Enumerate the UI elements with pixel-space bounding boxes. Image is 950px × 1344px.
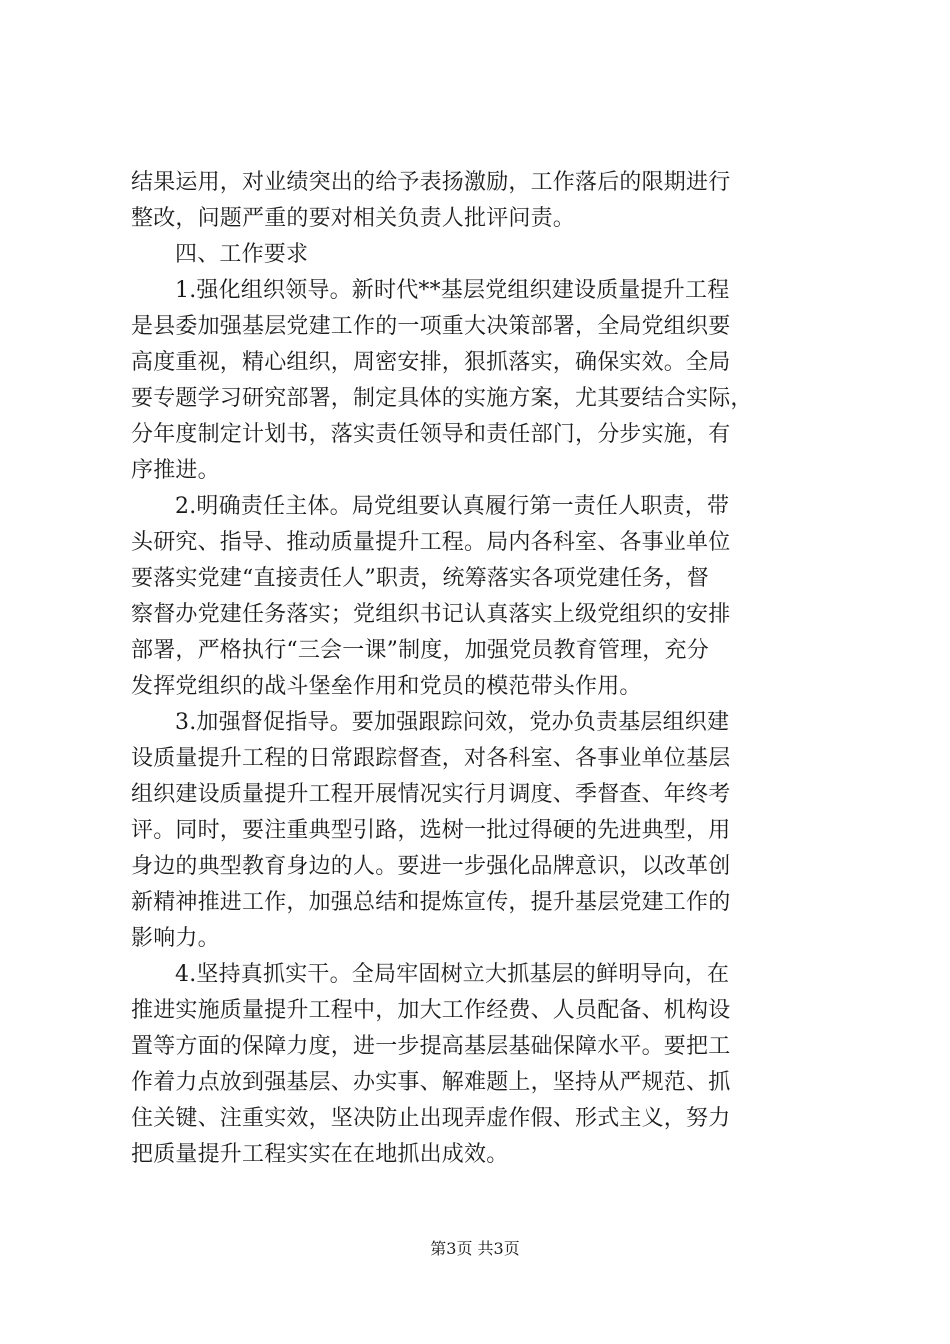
text-line: 1.强化组织领导。新时代**基层党组织建设质量提升工程 <box>175 278 730 303</box>
text-line: 新精神推进工作，加强总结和提炼宣传，提升基层党建工作的 <box>131 890 731 915</box>
page-footer <box>0 1238 950 1260</box>
text-line: 推进实施质量提升工程中，加大工作经费、人员配备、机构设 <box>131 998 731 1023</box>
text-line: 高度重视，精心组织，周密安排，狠抓落实，确保实效。全局 <box>131 350 731 375</box>
text-line: 部署，严格执行“三会一课”制度，加强党员教育管理，充分 <box>131 638 709 663</box>
paragraph-continuation <box>131 165 831 237</box>
text-line: 2.明确责任主体。局党组要认真履行第一责任人职责，带 <box>175 494 730 519</box>
text-line: 分年度制定计划书，落实责任领导和责任部门，分步实施，有 <box>131 422 731 447</box>
page-number-label: 第3页 共3页 <box>430 1239 520 1258</box>
paragraph-item-3 <box>131 705 831 957</box>
text-line: 要落实党建“直接责任人”职责，统筹落实各项党建任务，督 <box>131 566 709 591</box>
paragraph-item-1 <box>131 273 831 489</box>
text-line: 发挥党组织的战斗堡垒作用和党员的模范带头作用。 <box>131 674 642 699</box>
paragraph-item-2 <box>131 489 831 705</box>
text-line: 住关键、注重实效，坚决防止出现弄虚作假、形式主义，努力 <box>131 1106 731 1131</box>
text-line: 序推进。 <box>131 458 220 483</box>
text-line: 察督办党建任务落实；党组织书记认真落实上级党组织的安排 <box>131 602 731 627</box>
paragraph-item-4 <box>131 957 831 1173</box>
text-line: 评。同时，要注重典型引路，选树一批过得硬的先进典型，用 <box>131 818 731 843</box>
text-line: 头研究、指导、推动质量提升工程。局内各科室、各事业单位 <box>131 530 731 555</box>
text-line: 身边的典型教育身边的人。要进一步强化品牌意识，以改革创 <box>131 854 731 879</box>
text-line: 3.加强督促指导。要加强跟踪问效，党办负责基层组织建 <box>175 710 730 735</box>
text-line: 整改，问题严重的要对相关负责人批评问责。 <box>131 206 576 231</box>
text-line: 组织建设质量提升工程开展情况实行月调度、季督查、年终考 <box>131 782 731 807</box>
text-line: 是县委加强基层党建工作的一项重大决策部署，全局党组织要 <box>131 314 731 339</box>
text-line: 影响力。 <box>131 926 220 951</box>
text-line: 把质量提升工程实实在在地抓出成效。 <box>131 1142 509 1167</box>
text-line: 设质量提升工程的日常跟踪督查，对各科室、各事业单位基层 <box>131 746 731 771</box>
text-line: 结果运用，对业绩突出的给予表扬激励，工作落后的限期进行 <box>131 170 731 195</box>
text-line: 4.坚持真抓实干。全局牢固树立大抓基层的鲜明导向，在 <box>175 962 730 987</box>
text-line: 作着力点放到强基层、办实事、解难题上，坚持从严规范、抓 <box>131 1070 731 1095</box>
document-body <box>131 165 831 1173</box>
section-heading-text: 四、工作要求 <box>175 242 309 267</box>
text-line: 要专题学习研究部署，制定具体的实施方案，尤其要结合实际， <box>131 386 753 411</box>
section-heading <box>131 237 831 273</box>
text-line: 置等方面的保障力度，进一步提高基层基础保障水平。要把工 <box>131 1034 731 1059</box>
